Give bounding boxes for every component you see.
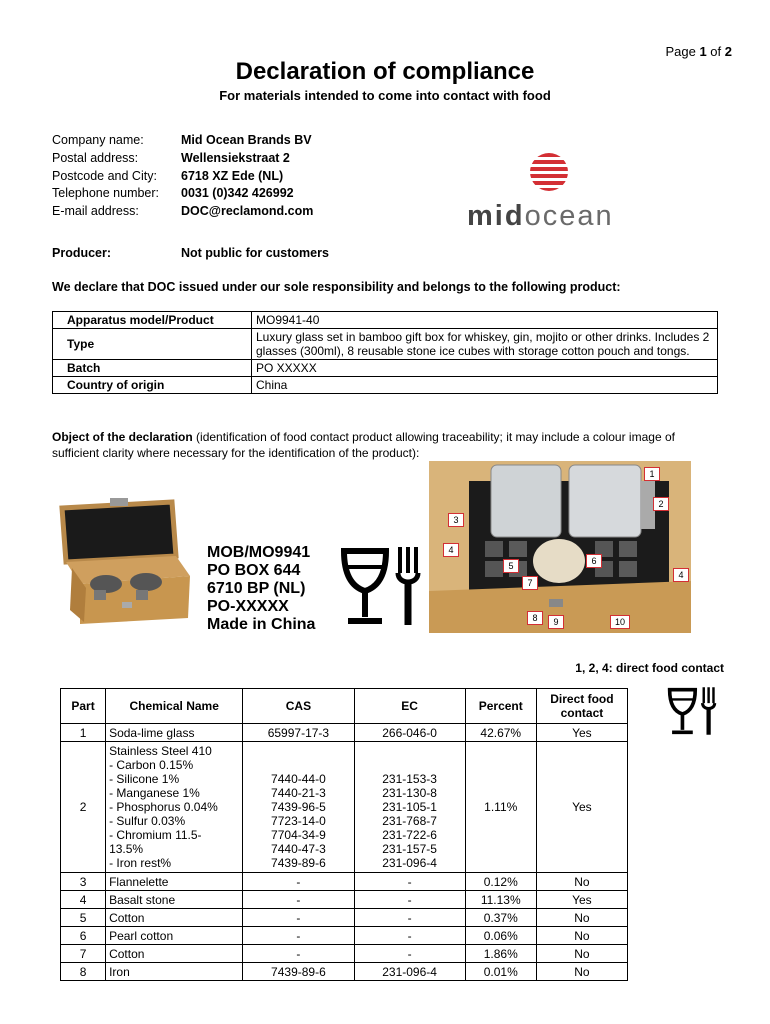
callout-label: 9 bbox=[548, 615, 564, 629]
midocean-wordmark: midocean bbox=[467, 200, 614, 232]
annotated-product-photo bbox=[429, 461, 691, 633]
producer-row: Producer: Not public for customers bbox=[52, 246, 329, 260]
telephone-row: Telephone number: 0031 (0)342 426992 bbox=[52, 186, 294, 200]
col-header-percent: Percent bbox=[465, 689, 536, 724]
callout-label: 10 bbox=[610, 615, 630, 629]
table-row: 5 Cotton - - 0.37% No bbox=[61, 909, 628, 927]
table-row: 4 Basalt stone - - 11.13% Yes bbox=[61, 891, 628, 909]
callout-label: 8 bbox=[527, 611, 543, 625]
col-header-chemical-name: Chemical Name bbox=[106, 689, 243, 724]
table-row: 2 Stainless Steel 410 - Carbon 0.15% - Silicone 1% - Manganese 1% - Phosphorus 0.04% - Sulfur 0.03% - Chromium 11.5- 13.5% - Iron rest% 7440-44-0 7440-21-3 7439-96-5 7723-14-0 7704-34-9 7440-47-3 7439-89-6 231-153-3 231-130-8 231-105-1 231-768-7 231-722-6 231-157-5 231-096-4 1.11% Yes bbox=[61, 742, 628, 873]
table-row: Batch PO XXXXX bbox=[53, 360, 718, 377]
declaration-statement: We declare that DOC issued under our sole responsibility and belongs to the following product: bbox=[52, 280, 621, 294]
direct-contact-note: 1, 2, 4: direct food contact bbox=[575, 661, 724, 675]
table-row: 3 Flannelette - - 0.12% No bbox=[61, 873, 628, 891]
table-row: 1 Soda-lime glass 65997-17-3 266-046-0 42.67% Yes bbox=[61, 724, 628, 742]
product-marking: MOB/MO9941 PO BOX 644 6710 BP (NL) PO-XXXXX Made in China bbox=[207, 544, 316, 633]
email-row: E-mail address: DOC@reclamond.com bbox=[52, 204, 314, 218]
document-title: Declaration of compliance bbox=[235, 58, 535, 85]
callout-label: 2 bbox=[653, 497, 669, 511]
col-header-ec: EC bbox=[354, 689, 465, 724]
glass-fork-food-safe-icon bbox=[338, 545, 430, 627]
postal-address-row: Postal address: Wellensiekstraat 2 bbox=[52, 151, 290, 165]
bamboo-box-photo bbox=[50, 498, 200, 628]
object-of-declaration: Object of the declaration (identification of food contact product allowing traceability; it may include a colour image of sufficient clarity where necessary for the identification of the product): bbox=[52, 430, 675, 460]
table-row: Type Luxury glass set in bamboo gift box for whiskey, gin, mojito or other drinks. Includes 2 glasses (300ml), 8 reusable stone ice cubes with storage cotton pouch and tongs. bbox=[53, 329, 718, 360]
table-row: 6 Pearl cotton - - 0.06% No bbox=[61, 927, 628, 945]
product-photo-illustration bbox=[429, 461, 691, 633]
glass-fork-small-icon bbox=[666, 686, 722, 736]
postcode-row: Postcode and City: 6718 XZ Ede (NL) bbox=[52, 169, 284, 183]
product-info-table bbox=[52, 311, 718, 394]
callout-label: 5 bbox=[503, 559, 519, 573]
col-header-part: Part bbox=[61, 689, 106, 724]
callout-label: 4 bbox=[443, 543, 459, 557]
table-row: Country of origin China bbox=[53, 377, 718, 394]
bamboo-box-illustration bbox=[50, 498, 200, 628]
table-header-row bbox=[61, 689, 628, 724]
table-row: Apparatus model/Product MO9941-40 bbox=[53, 312, 718, 329]
col-header-cas: CAS bbox=[243, 689, 354, 724]
document-subtitle: For materials intended to come into contact with food bbox=[219, 88, 551, 103]
chemical-composition-table bbox=[60, 688, 628, 981]
callout-label: 1 bbox=[644, 467, 660, 481]
callout-label: 3 bbox=[448, 513, 464, 527]
callout-label: 4 bbox=[673, 568, 689, 582]
callout-label: 6 bbox=[586, 554, 602, 568]
company-name-row: Company name: Mid Ocean Brands BV bbox=[52, 133, 312, 147]
table-row: 7 Cotton - - 1.86% No bbox=[61, 945, 628, 963]
page-number: Page 1 of 2 bbox=[665, 44, 732, 59]
callout-label: 7 bbox=[522, 576, 538, 590]
col-header-direct-contact: Direct food contact bbox=[536, 689, 627, 724]
table-row: 8 Iron 7439-89-6 231-096-4 0.01% No bbox=[61, 963, 628, 981]
midocean-logo bbox=[467, 150, 637, 235]
